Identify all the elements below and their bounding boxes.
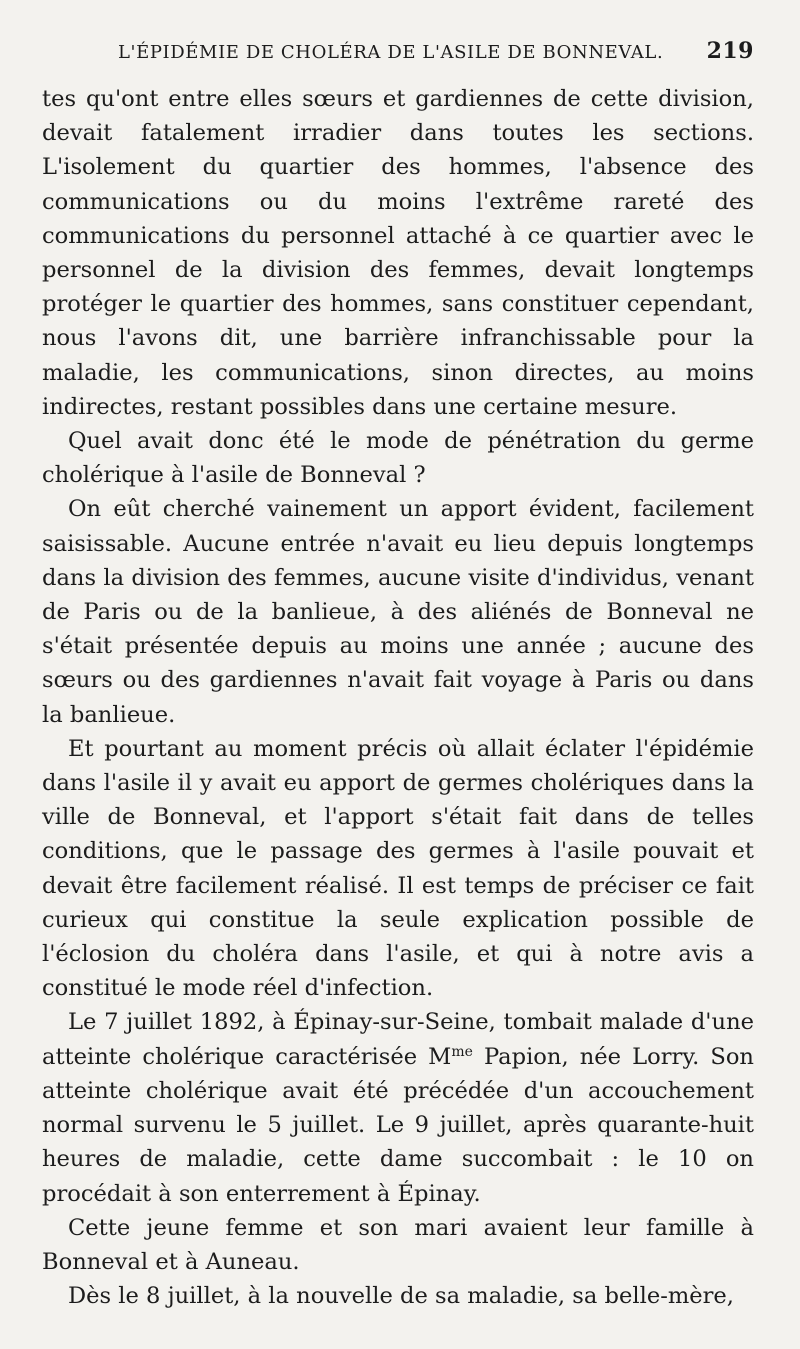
running-head bbox=[42, 34, 754, 74]
paragraph-5 bbox=[42, 1005, 754, 1210]
paragraph-4: Et pourtant au moment précis où allait éclater l'épidémie dans l'asile il y avait eu apport de germes cholériques dans la ville de Bonneval, et l'apport s'était fait dans de telles conditions, que le passage des germes à l'asile pouvait et devait être facilement réalisé. Il est temps de préciser ce fait curieux qui constitue la seule explication possible de l'éclosion du choléra dans l'asile, et qui à notre avis a constitué le mode réel d'infection. bbox=[42, 735, 754, 1002]
paragraph-2: Quel avait donc été le mode de pénétration du germe cholérique à l'asile de Bonneval ? bbox=[42, 428, 754, 489]
paragraph-6: Cette jeune femme et son mari avaient leur famille à Bonneval et à Auneau. bbox=[42, 1214, 754, 1275]
paragraph-1: tes qu'ont entre elles sœurs et gardiennes de cette division, devait fatalement irradier dans toutes les sections. L'isolement du quartier des hommes, l'absence des communications ou du moins l'extrême rareté des communications du personnel attaché à ce quartier avec le personnel de la division des femmes, devait longtemps protéger le quartier des hommes, sans constituer cependant, nous l'avons dit, une barrière infranchissable pour la maladie, les communications, sinon directes, au moins indirectes, restant possibles dans une certaine mesure. bbox=[42, 86, 754, 420]
running-title: L'ÉPIDÉMIE DE CHOLÉRA DE L'ASILE DE BONNEVAL. bbox=[118, 42, 664, 63]
paragraph-7: Dès le 8 juillet, à la nouvelle de sa maladie, sa belle-mère, bbox=[68, 1283, 734, 1310]
paragraph-5-rest: Papion, née Lorry. Son atteinte cholérique avait été précédée d'un accouchement normal survenu le 5 juillet. Le 9 juillet, après quarante-huit heures de maladie, cette dame succombait : le 10 on procédait à son enterrement à Épinay. bbox=[42, 1043, 754, 1207]
page-number: 219 bbox=[706, 38, 754, 64]
paragraph-5-start: Le 7 juillet 1892, à Épinay-sur-Seine, tombait malade d'une atteinte cholérique caractérisée M bbox=[42, 1009, 754, 1070]
abbreviation-superscript: me bbox=[451, 1043, 473, 1060]
body-text bbox=[42, 82, 754, 1313]
paragraph-3: On eût cherché vainement un apport évident, facilement saisissable. Aucune entrée n'avait eu lieu depuis longtemps dans la division des femmes, aucune visite d'individus, venant de Paris ou de la banlieue, à des aliénés de Bonneval ne s'était présentée depuis au moins une année ; aucune des sœurs ou des gardiennes n'avait fait voyage à Paris ou dans la banlieue. bbox=[42, 496, 754, 728]
